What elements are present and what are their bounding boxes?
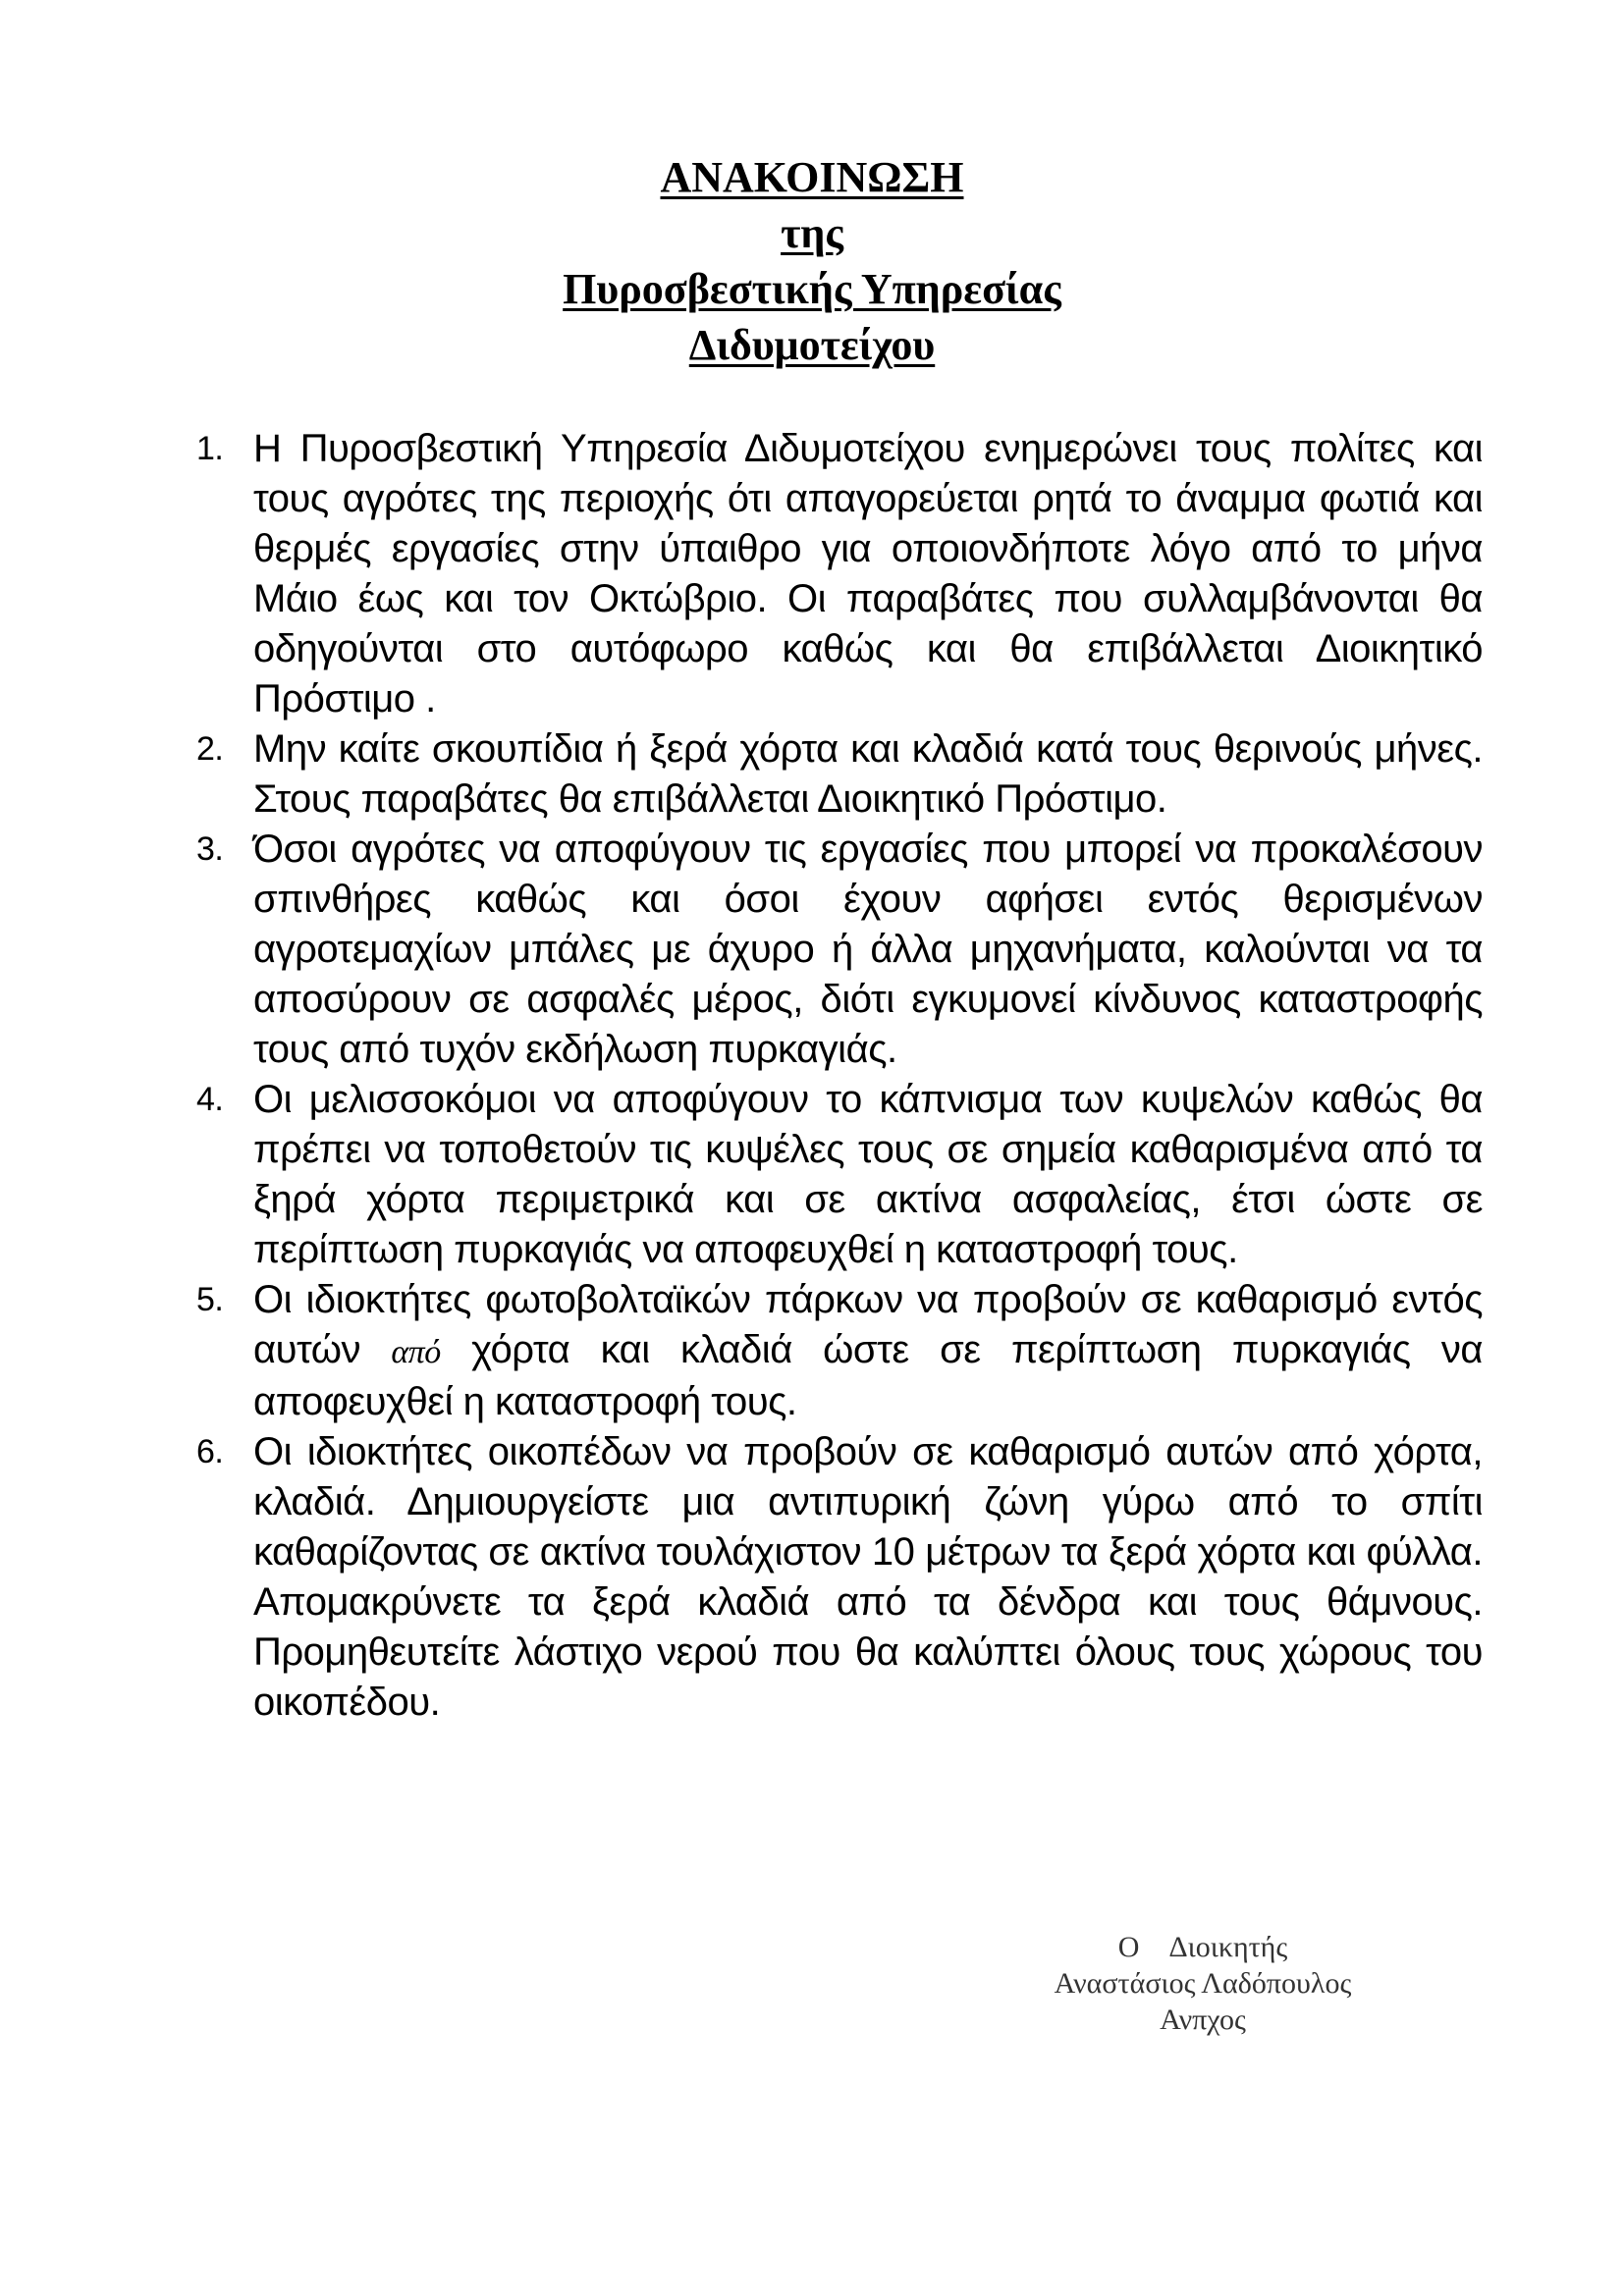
item-text: Μην καίτε σκουπίδια ή ξερά χόρτα και κλαδιά κατά τους θερινούς μήνες. Στους παραβάτες θα επιβάλλεται Διοικητικό Πρόστιμο. <box>253 727 1483 821</box>
signature-title: Διοικητής <box>1168 1931 1288 1963</box>
announcement-list <box>196 424 1483 1728</box>
list-item <box>196 825 1483 1075</box>
signature-block <box>982 1929 1424 2038</box>
item-number: 2. <box>196 730 224 768</box>
list-item <box>196 424 1483 724</box>
item-text-part: Οι ιδιοκτήτες φωτοβολταϊκών πάρκων να προβούν σε καθαρισμό εντός αυτών <box>253 1278 1483 1371</box>
list-item <box>196 1275 1483 1427</box>
list-item <box>196 1427 1483 1728</box>
item-text: Οι ιδιοκτήτες οικοπέδων να προβούν σε καθαρισμό αυτών από χόρτα, κλαδιά. Δημιουργείστε μια αντιπυρική ζώνη γύρω από το σπίτι καθαρίζοντας σε ακτίνα τουλάχιστον 10 μέτρων τα ξερά χόρτα και φύλλα. Απομακρύνετε τα ξερά κλαδιά από τα δένδρα και τους θάμνους. Προμηθευτείτε λάστιχο νερού που θα καλύπτει όλους τους χώρους του οικοπέδου. <box>253 1430 1483 1724</box>
item-number: 5. <box>196 1281 224 1318</box>
item-number: 3. <box>196 830 224 868</box>
header-town: Διδυμοτείχου <box>688 321 936 369</box>
list-item <box>196 724 1483 825</box>
list-item <box>196 1075 1483 1275</box>
item-text <box>253 1278 1483 1423</box>
item-text: Η Πυροσβεστική Υπηρεσία Διδυμοτείχου ενημερώνει τους πολίτες και τους αγρότες της περιοχής ότι απαγορεύεται ρητά το άναμμα φωτιά και θερμές εργασίες στην ύπαιθρο για οποιονδήποτε λόγο από το μήνα Μάιο έως και τον Οκτώβριο. Οι παραβάτες που συλλαμβάνονται θα οδηγούνται στο αυτόφωρο καθώς και θα επιβάλλεται Διοικητικό Πρόστιμο . <box>253 427 1483 721</box>
header-service-name: Πυροσβεστικής Υπηρεσίας <box>563 265 1061 313</box>
item-text-serif-word: από <box>391 1334 441 1370</box>
announcement-title: ΑΝΑΚΟΙΝΩΣΗ <box>660 153 964 201</box>
signature-article: Ο <box>1117 1931 1140 1963</box>
signature-rank: Ανπχος <box>1160 2003 1246 2036</box>
item-text: Όσοι αγρότες να αποφύγουν τις εργασίες που μπορεί να προκαλέσουν σπινθήρες καθώς και όσοι έχουν αφήσει εντός θερισμένων αγροτεμαχίων μπάλες με άχυρο ή άλλα μηχανήματα, καλούνται να τα αποσύρουν σε ασφαλές μέρος, διότι εγκυμονεί κίνδυνος καταστροφής τους από τυχόν εκδήλωση πυρκαγιάς. <box>253 828 1483 1071</box>
signature-name: Αναστάσιος Λαδόπουλος <box>1054 1967 1352 2000</box>
item-number: 6. <box>196 1433 224 1470</box>
signature-role <box>982 1929 1424 1965</box>
header-article: της <box>781 209 843 257</box>
item-number: 4. <box>196 1081 224 1118</box>
item-number: 1. <box>196 430 224 467</box>
item-text: Οι μελισσοκόμοι να αποφύγουν το κάπνισμα των κυψελών καθώς θα πρέπει να τοποθετούν τις κυψέλες τους σε σημεία καθαρισμένα από τα ξηρά χόρτα περιμετρικά και σε ακτίνα ασφαλείας, έτσι ώστε σε περίπτωση πυρκαγιάς να αποφευχθεί η καταστροφή τους. <box>253 1078 1483 1271</box>
announcement-header <box>0 149 1624 373</box>
item-text-part: χόρτα και κλαδιά ώστε σε περίπτωση πυρκαγιάς να αποφευχθεί η καταστροφή τους. <box>253 1328 1484 1423</box>
